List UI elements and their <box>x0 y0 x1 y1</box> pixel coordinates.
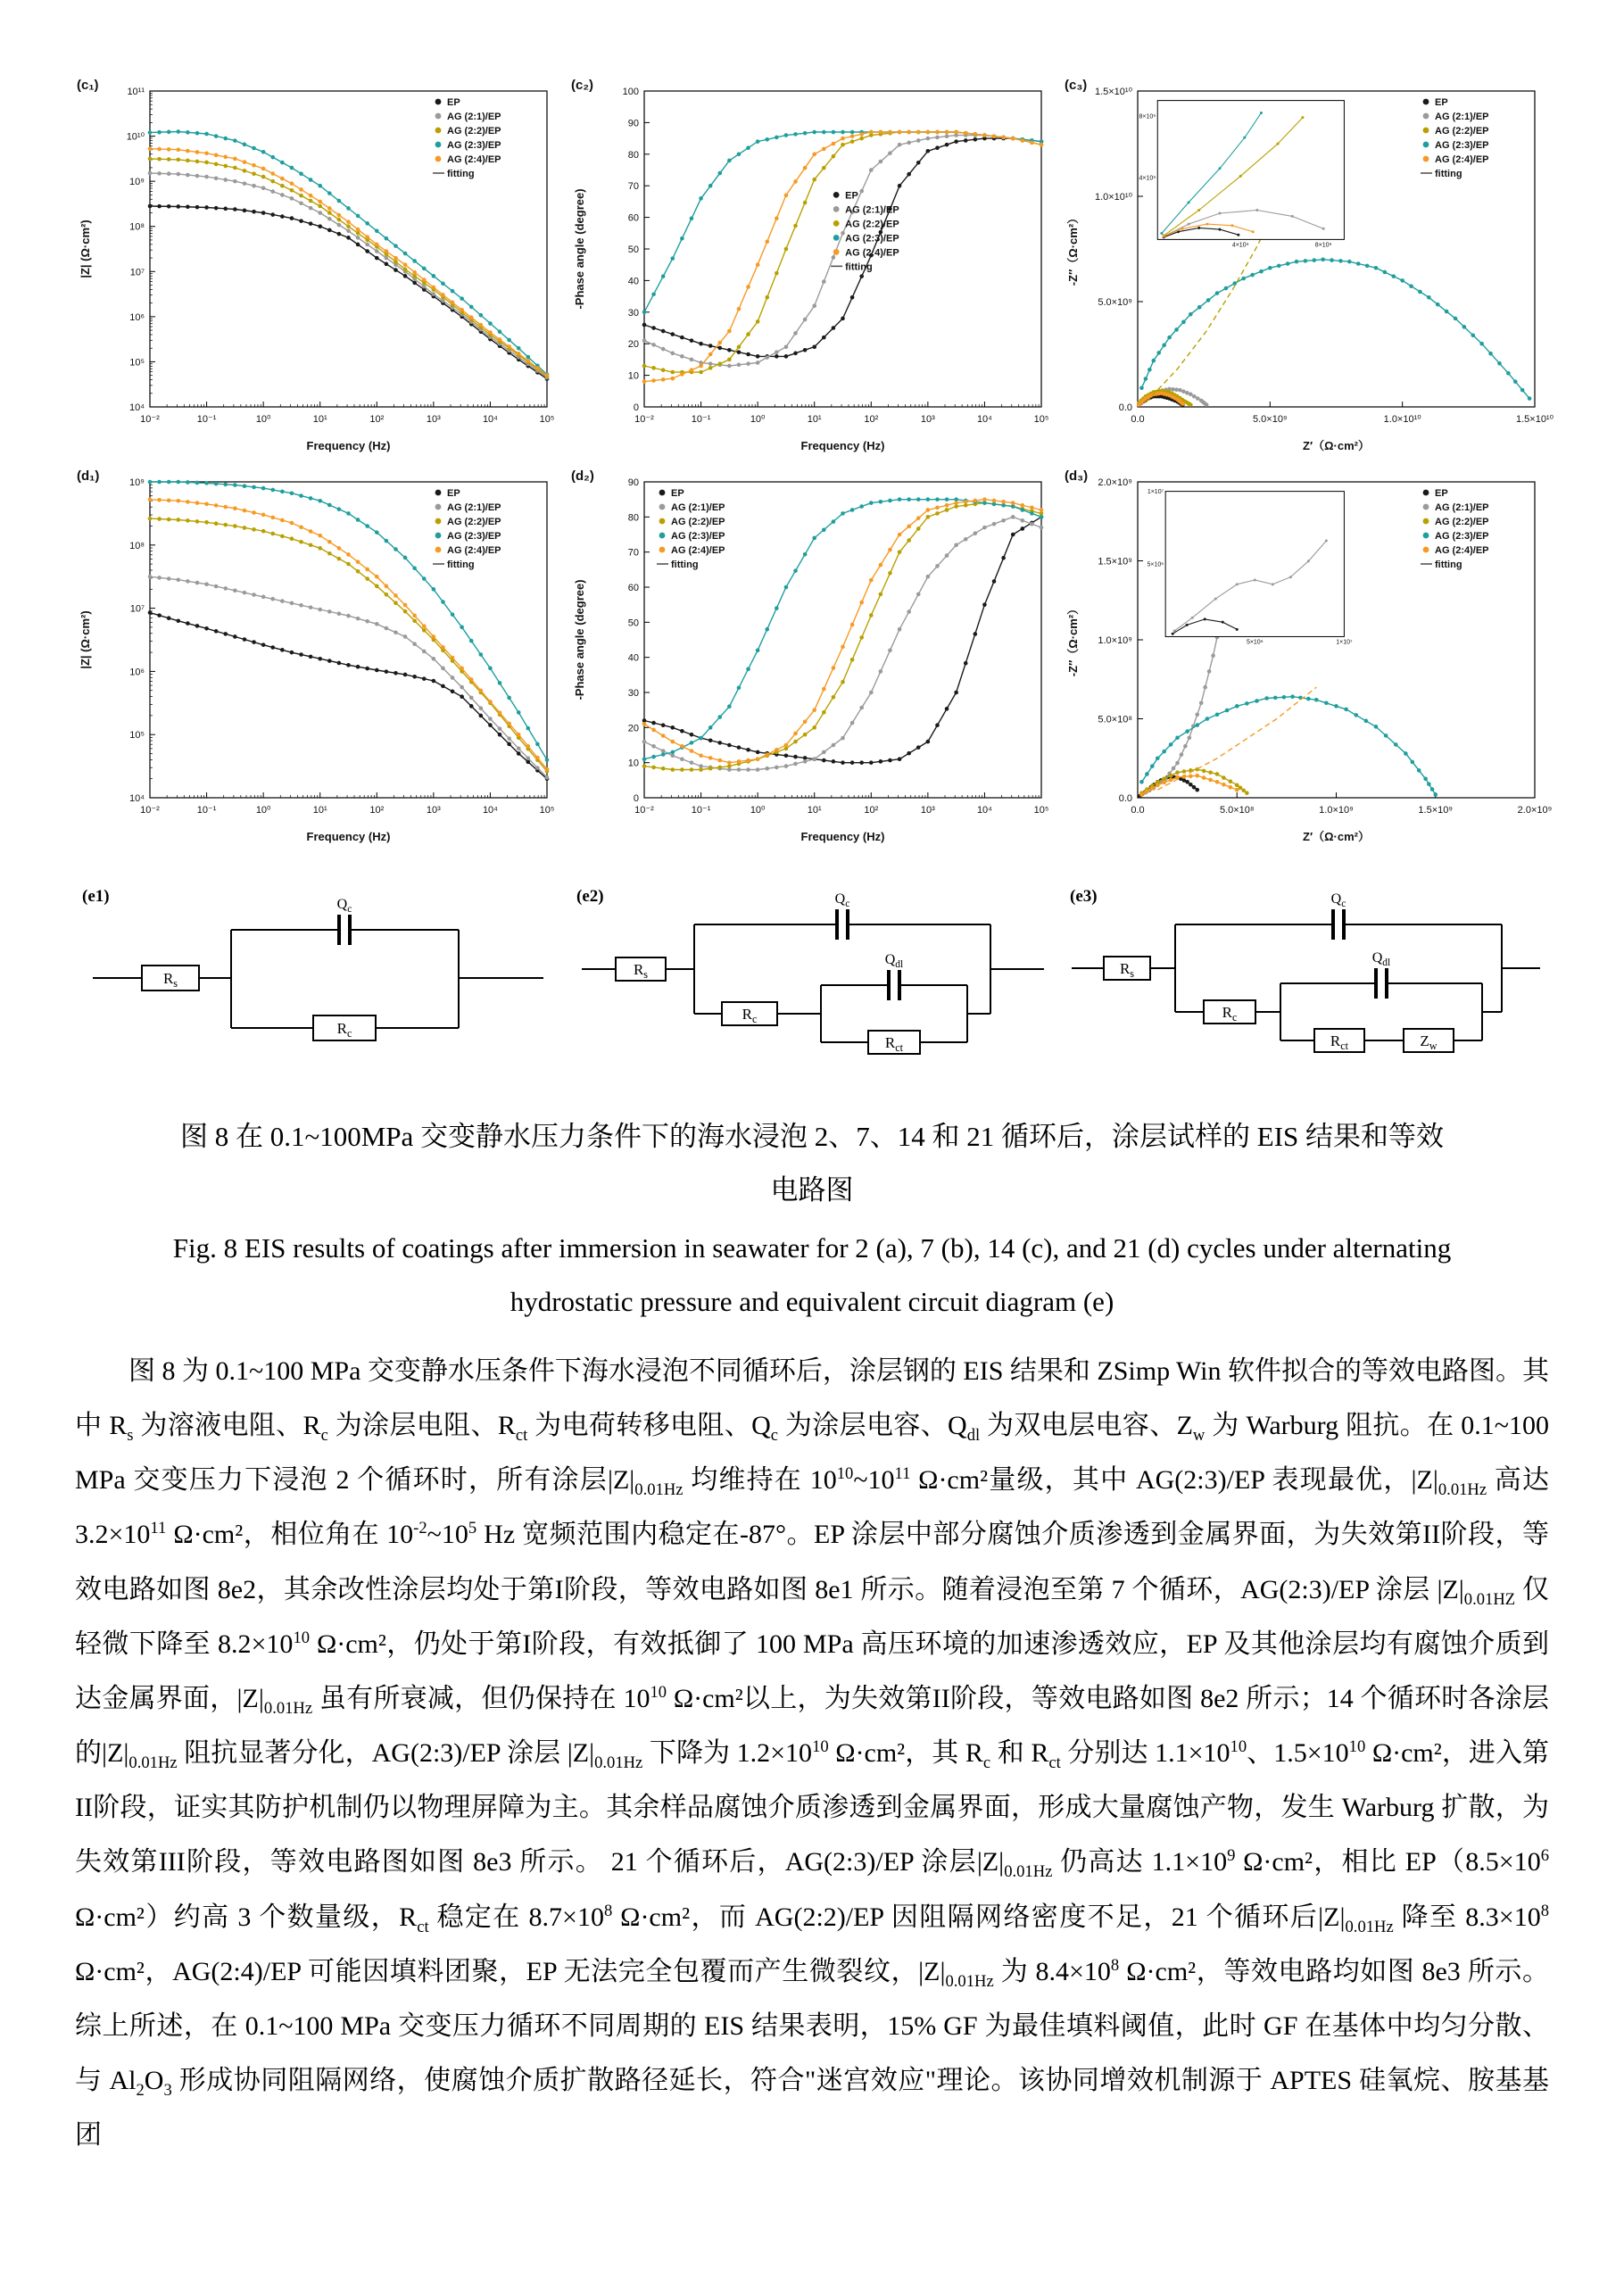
y-tick-label: 5.0×10⁹ <box>1098 297 1132 308</box>
y-tick-label: 20 <box>627 723 639 734</box>
x-axis-label: Frequency (Hz) <box>800 830 884 843</box>
y-tick-label: 10⁴ <box>129 402 145 413</box>
component-label: $Q_{dl}$ <box>1371 950 1391 968</box>
x-tick-label: 10¹ <box>807 805 822 816</box>
d3-chart <box>1063 466 1553 851</box>
x-tick-label: 10⁴ <box>482 805 498 816</box>
x-axis-label: Frequency (Hz) <box>306 439 391 452</box>
x-tick-label: 10⁻¹ <box>691 414 710 425</box>
caption-zh-line2: 电路图 <box>770 1174 854 1206</box>
panel-d3 <box>1063 466 1553 851</box>
y-tick-label: 1.0×10¹⁰ <box>1094 192 1132 203</box>
y-tick-label: 10 <box>627 370 639 382</box>
legend-item-label: AG (2:4)/EP <box>447 154 501 165</box>
legend-item-label: AG (2:4)/EP <box>447 545 501 556</box>
y-axis-label: -Phase angle (degree) <box>572 579 586 700</box>
legend-item-label: AG (2:2)/EP <box>447 517 501 527</box>
panel-label: (d₃) <box>1065 468 1089 484</box>
y-tick-label: 100 <box>622 87 639 97</box>
component-label: $R_c$ <box>336 1020 352 1040</box>
e3-circuit <box>1063 878 1549 1083</box>
y-tick-label: 10 <box>627 758 639 769</box>
legend-item-label: AG (2:3)/EP <box>447 531 501 542</box>
component-label: $Q_c$ <box>336 897 352 915</box>
legend-item-label: EP <box>447 97 460 108</box>
legend-item-label: AG (2:4)/EP <box>844 247 899 259</box>
c3-chart <box>1063 75 1554 460</box>
y-axis-label: |Z| (Ω·cm²) <box>79 610 92 669</box>
x-tick-label: 10⁵ <box>539 414 555 425</box>
panel-label: (e3) <box>1070 887 1098 906</box>
y-tick-label: 10⁸ <box>129 540 145 551</box>
component-label: $Q_c$ <box>834 891 849 909</box>
x-tick-label: 10⁻² <box>634 414 654 425</box>
legend-item-label: fitting <box>447 559 475 570</box>
y-tick-label: 10⁹ <box>129 177 145 188</box>
legend-item-label: fitting <box>844 261 873 273</box>
y-tick-label: 40 <box>627 652 639 664</box>
x-tick-label: 1.0×10¹⁰ <box>1383 414 1421 425</box>
figure-8 <box>75 75 1554 1083</box>
legend-item-label: fitting <box>670 559 699 570</box>
y-axis-label: |Z| (Ω·cm²) <box>79 220 92 278</box>
x-tick-label: 0.0 <box>1131 805 1145 816</box>
inset-plot <box>1165 492 1344 637</box>
x-tick-label: 1.0×10⁹ <box>1319 805 1354 816</box>
x-tick-label: 2.0×10⁹ <box>1517 805 1553 816</box>
legend-item-label: fitting <box>1435 559 1462 570</box>
panel-c3 <box>1063 75 1554 460</box>
panel-label: (d₁) <box>77 468 100 484</box>
caption-en-line2: hydrostatic pressure and equivalent circuit diagram (e) <box>510 1286 1114 1318</box>
panel-e3 <box>1063 878 1549 1083</box>
y-tick-label: 40 <box>627 276 639 287</box>
component-label: $R_s$ <box>1119 960 1135 980</box>
caption-en-line1: Fig. 8 EIS results of coatings after immersion in seawater for 2 (a), 7 (b), 14 (c), and 21 (d) cycles under alternating <box>172 1231 1452 1264</box>
panel-label: (d₂) <box>570 468 594 484</box>
x-tick-label: 10⁰ <box>750 805 765 816</box>
legend-item-label: fitting <box>1435 169 1462 179</box>
component-label: $R_s$ <box>162 970 178 990</box>
component-label: $R_{ct}$ <box>884 1034 903 1054</box>
x-tick-label: 10³ <box>426 805 441 816</box>
legend-item-label: AG (2:1)/EP <box>447 502 501 513</box>
y-tick-label: 10⁵ <box>129 357 145 369</box>
equivalent-circuits-row <box>75 878 1549 1083</box>
legend-item-label: AG (2:3)/EP <box>447 140 501 151</box>
y-tick-label: 10⁷ <box>129 603 145 615</box>
panel-e1 <box>75 878 561 1083</box>
svg-text:8×10⁹: 8×10⁹ <box>1314 242 1332 249</box>
x-tick-label: 10⁻² <box>140 805 160 816</box>
legend-item-label: AG (2:4)/EP <box>1435 545 1489 556</box>
component-label: $R_s$ <box>633 961 648 981</box>
y-tick-label: 2.0×10⁹ <box>1098 477 1132 488</box>
y-tick-label: 10⁵ <box>129 730 145 742</box>
x-axis-label: Frequency (Hz) <box>800 439 884 452</box>
body-paragraph: 图 8 为 0.1~100 MPa 交变静水压条件下海水浸泡不同循环后，涂层钢的 EIS 结果和 ZSimp Win 软件拟合的等效电路图。其中 $R_s$ 为溶液电阻、$R_c$ 为涂层电阻、$R_{ct}$ 为电荷转移电阻、$Q_c$ 为涂层电容、$Q_{dl}$ 为双电层电容、$Z_w$ 为 Warburg 阻抗。在 0.1~100 MPa 交变压力下浸泡 2 个循环时，所有涂层$|Z|_{0.01Hz}$ 均维持在 $10^{10}\sim 10^{11}$ Ω·cm²量级，其中 AG(2:3)/EP 表现最优，$|Z|_{0.01Hz}$ 高达 $3.2\times 10^{11}$ Ω·cm²，相位角在 $10^{-2}\sim 10^5$ Hz 宽频范围内稳定在-87°。EP 涂层中部分腐蚀介质渗透到金属界面，为失效第II阶段，等效电路如图 8e2，其余改性涂层均处于第I阶段，等效电路如图 8e1 所示。随着浸泡至第 7 个循环，AG(2:3)/EP 涂层 $|Z|_{0.01HZ}$ 仅轻微下降至 $8.2\times 10^{10}$ Ω·cm²，仍处于第I阶段，有效抵御了 100 MPa 高压环境的加速渗透效应，EP 及其他涂层均有腐蚀介质到达金属界面，$|Z|_{0.01Hz}$ 虽有所衰减，但仍保持在 $10^{10}$ Ω·cm²以上，为失效第II阶段，等效电路如图 8e2 所示；14 个循环时各涂层的$|Z|_{0.01Hz}$ 阻抗显著分化，AG(2:3)/EP 涂层 $|Z|_{0.01Hz}$ 下降为 $1.2\times 10^{10}$ Ω·cm²，其 $R_c$ 和 $R_{ct}$ 分别达 $1.1\times 10^{10}$、$1.5\times 10^{10}$ Ω·cm²，进入第II阶段，证实其防护机制仍以物理屏障为主。其余样品腐蚀介质渗透到金属界面，形成大量腐蚀产物，发生 Warburg 扩散，为失效第III阶段，等效电路图如图 8e3 所示。 21 个循环后，AG(2:3)/EP 涂层$|Z|_{0.01Hz}$ 仍高达 $1.1\times 10^9$ Ω·cm²，相比 $EP(8.5\times 10^6$ Ω·cm²）约高 3 个数量级，$R_{ct}$ 稳定在 $8.7\times 10^8$ Ω·cm²，而 AG(2:2)/EP 因阻隔网络密度不足，21 个循环后$|Z|_{0.01Hz}$ 降至 $8.3\times 10^8$ Ω·cm²，AG(2:4)/EP 可能因填料团聚，EP 无法完全包覆而产生微裂纹，$|Z|_{0.01Hz}$ 为 $8.4\times 10^8$ Ω·cm²，等效电路均如图 8e3 所示。综上所述，在 0.1~100 MPa 交变压力循环不同周期的 EIS 结果表明，15% GF 为最佳填料阈值，此时 GF 在基体中均匀分散、与 $Al_2O_3$ 形成协同阻隔网络，使腐蚀介质扩散路径延长，符合"迷宫效应"理论。该协同增效机制源于 APTES 硅氧烷、胺基基团 <box>75 1355 1550 2151</box>
figure-caption-en <box>75 1222 1549 1330</box>
legend-item-label: AG (2:2)/EP <box>670 517 725 527</box>
svg-text:1×10⁷: 1×10⁷ <box>1147 489 1164 496</box>
legend-item-label: AG (2:3)/EP <box>1435 531 1489 542</box>
svg-text:1×10⁷: 1×10⁷ <box>1336 639 1353 646</box>
y-tick-label: 30 <box>627 307 639 319</box>
legend-item-label: EP <box>1435 488 1448 499</box>
y-tick-label: 80 <box>627 512 639 524</box>
svg-text:5×10⁶: 5×10⁶ <box>1147 561 1164 568</box>
y-tick-label: 50 <box>627 245 639 255</box>
x-tick-label: 10⁰ <box>255 805 271 816</box>
x-tick-label: 1.5×10⁹ <box>1418 805 1454 816</box>
x-tick-label: 10⁻² <box>140 414 160 425</box>
y-tick-label: 60 <box>627 583 639 593</box>
x-tick-label: 10³ <box>426 414 441 425</box>
legend-item-label: AG (2:2)/EP <box>844 219 899 230</box>
svg-text:8×10⁹: 8×10⁹ <box>1139 113 1156 120</box>
x-tick-label: 10⁵ <box>1033 414 1048 425</box>
d2-chart <box>569 466 1056 851</box>
c2-chart <box>569 75 1056 460</box>
x-tick-label: 10² <box>863 805 878 816</box>
legend-item-label: AG (2:4)/EP <box>670 545 725 556</box>
x-tick-label: 10⁻² <box>634 805 654 816</box>
legend-item-label: EP <box>844 190 858 202</box>
x-tick-label: 10¹ <box>312 414 327 425</box>
legend-item-label: fitting <box>447 169 475 179</box>
x-tick-label: 10⁻¹ <box>196 805 217 816</box>
legend-item-label: EP <box>670 488 684 499</box>
legend-item-label: AG (2:3)/EP <box>1435 140 1489 151</box>
component-label: $Q_c$ <box>1330 891 1346 909</box>
y-tick-label: 90 <box>627 118 639 129</box>
x-tick-label: 10⁴ <box>482 414 498 425</box>
y-tick-label: 30 <box>627 688 639 699</box>
legend-item-label: AG (2:3)/EP <box>844 233 899 245</box>
x-tick-label: 10² <box>369 805 385 816</box>
y-tick-label: 10⁴ <box>129 793 145 804</box>
x-tick-label: 10⁴ <box>976 805 992 816</box>
legend-item-label: AG (2:1)/EP <box>447 112 501 122</box>
legend-item-label: AG (2:1)/EP <box>1435 502 1489 513</box>
y-tick-label: 10⁷ <box>129 267 145 278</box>
x-axis-label: Z′（Ω·cm²） <box>1303 439 1370 452</box>
x-axis-label: Frequency (Hz) <box>306 830 391 843</box>
y-tick-label: 60 <box>627 212 639 224</box>
y-tick-label: 5.0×10⁸ <box>1098 714 1132 725</box>
y-tick-label: 90 <box>627 477 639 488</box>
y-tick-label: 1.5×10¹⁰ <box>1094 87 1132 97</box>
component-label: $R_{ct}$ <box>1330 1032 1349 1052</box>
c1-chart <box>75 75 561 460</box>
legend-item-label: AG (2:1)/EP <box>670 502 725 513</box>
panel-c2 <box>569 75 1056 460</box>
y-tick-label: 10⁸ <box>129 221 145 233</box>
x-tick-label: 10⁵ <box>539 805 555 816</box>
panel-label: (c₂) <box>570 78 593 93</box>
panel-label: (c₁) <box>77 78 99 93</box>
y-tick-label: 10⁶ <box>129 667 145 678</box>
y-tick-label: 10¹⁰ <box>126 131 145 143</box>
legend-item-label: AG (2:4)/EP <box>1435 154 1489 165</box>
legend-item-label: EP <box>447 488 460 499</box>
panel-label: (e2) <box>576 887 604 906</box>
component-label: $R_c$ <box>1222 1004 1238 1024</box>
x-tick-label: 10³ <box>920 805 935 816</box>
panel-label: (c₃) <box>1065 78 1088 93</box>
caption-zh-line1: 图 8 在 0.1~100MPa 交变静水压力条件下的海水浸泡 2、7、14 和 21 循环后，涂层试样的 EIS 结果和等效 <box>179 1121 1445 1152</box>
y-tick-label: 1.0×10⁹ <box>1098 635 1132 646</box>
x-tick-label: 10¹ <box>312 805 327 816</box>
x-tick-label: 1.5×10¹⁰ <box>1515 414 1554 425</box>
x-tick-label: 10² <box>863 414 878 425</box>
legend-item-label: EP <box>1435 97 1448 108</box>
x-tick-label: 5.0×10⁹ <box>1252 414 1288 425</box>
y-tick-label: 1.5×10⁹ <box>1098 556 1132 568</box>
x-tick-label: 10⁴ <box>976 414 992 425</box>
component-label: $Z_w$ <box>1420 1032 1438 1052</box>
svg-text:4×10⁹: 4×10⁹ <box>1231 242 1249 249</box>
x-tick-label: 10² <box>369 414 385 425</box>
y-tick-label: 20 <box>627 339 639 351</box>
y-axis-label: -Z″（Ω·cm²） <box>1066 602 1080 677</box>
e2-circuit <box>569 878 1056 1083</box>
x-tick-label: 10⁻¹ <box>691 805 710 816</box>
x-tick-label: 10⁻¹ <box>196 414 217 425</box>
x-tick-label: 10³ <box>920 414 935 425</box>
component-label: $R_c$ <box>742 1006 757 1025</box>
d1-chart <box>75 466 561 851</box>
legend-item-label: AG (2:2)/EP <box>1435 126 1489 137</box>
y-tick-label: 80 <box>627 149 639 161</box>
legend-item-label: AG (2:1)/EP <box>1435 112 1489 122</box>
y-tick-label: 0.0 <box>1118 793 1132 804</box>
y-axis-label: -Z″（Ω·cm²） <box>1066 211 1080 286</box>
panel-d1 <box>75 466 561 851</box>
figure-caption-zh <box>75 1110 1549 1218</box>
panel-e2 <box>569 878 1056 1083</box>
x-tick-label: 10⁰ <box>750 414 765 425</box>
legend-item-label: AG (2:3)/EP <box>670 531 725 542</box>
y-tick-label: 70 <box>627 547 639 559</box>
y-tick-label: 70 <box>627 181 639 193</box>
y-tick-label: 0 <box>633 402 639 413</box>
y-tick-label: 50 <box>627 618 639 629</box>
y-tick-label: 0 <box>633 793 639 804</box>
x-tick-label: 10⁵ <box>1033 805 1048 816</box>
component-label: $Q_{dl}$ <box>884 952 903 970</box>
y-tick-label: 10⁹ <box>129 477 145 488</box>
legend-item-label: AG (2:2)/EP <box>447 126 501 137</box>
svg-text:5×10⁶: 5×10⁶ <box>1246 639 1264 646</box>
x-axis-label: Z′（Ω·cm²） <box>1303 830 1370 843</box>
y-tick-label: 0.0 <box>1118 402 1132 413</box>
y-tick-label: 10¹¹ <box>127 87 145 97</box>
x-tick-label: 5.0×10⁸ <box>1219 805 1255 816</box>
x-tick-label: 10¹ <box>807 414 822 425</box>
svg-text:4×10⁹: 4×10⁹ <box>1139 175 1156 182</box>
panel-c1 <box>75 75 561 460</box>
panel-label: (e1) <box>82 887 110 906</box>
legend-item-label: AG (2:1)/EP <box>844 204 899 216</box>
y-tick-label: 10⁶ <box>129 311 145 323</box>
panel-d2 <box>569 466 1056 851</box>
y-axis-label: -Phase angle (degree) <box>572 188 586 310</box>
eis-charts-grid <box>75 75 1554 857</box>
e1-circuit <box>75 878 561 1083</box>
inset-plot <box>1157 101 1344 240</box>
x-tick-label: 0.0 <box>1131 414 1145 425</box>
x-tick-label: 10⁰ <box>255 414 271 425</box>
legend-item-label: AG (2:2)/EP <box>1435 517 1489 527</box>
